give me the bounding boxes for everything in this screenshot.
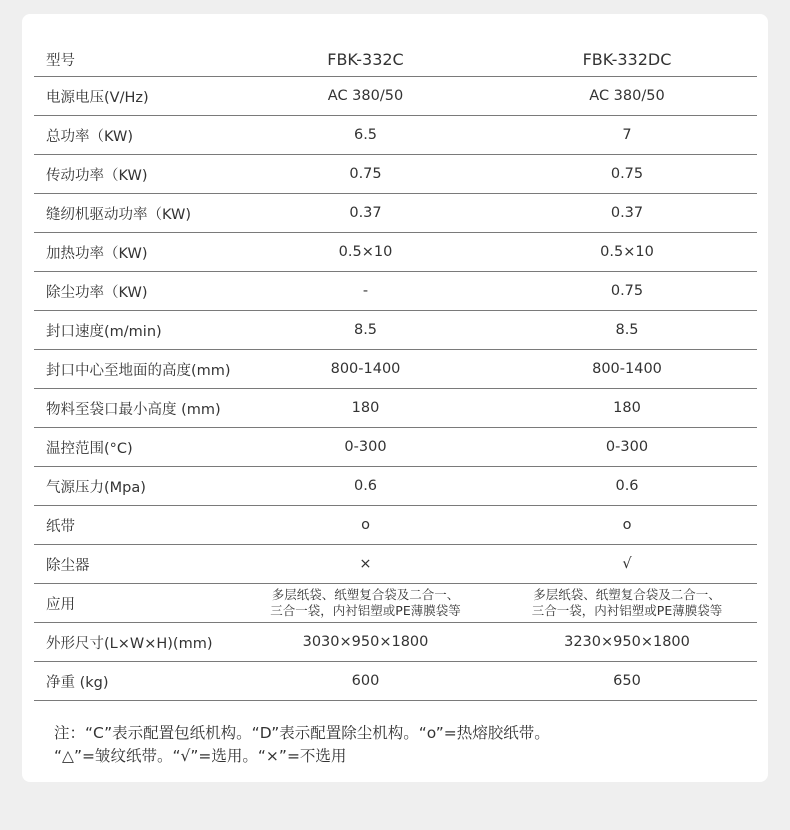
row-value: 8.5 [497,311,757,350]
row-label: 电源电压(V/Hz) [34,77,234,116]
table-row [34,272,757,311]
row-value: 0.75 [497,272,757,311]
row-value: 0.6 [497,467,757,506]
table-row-application [34,584,757,623]
footnote-line: “△”=皱纹纸带。“√”=选用。“×”=不选用 [54,747,347,765]
row-value: 800-1400 [234,350,497,389]
application-line: 多层纸袋、纸塑复合袋及二合一、 [533,587,721,602]
model-name: FBK-332C [234,42,497,77]
table-row [34,389,757,428]
row-label: 封口中心至地面的高度(mm) [34,350,234,389]
row-value: 0.37 [234,194,497,233]
row-value: 800-1400 [497,350,757,389]
application-line: 三合一袋，内衬铝塑或PE薄膜袋等 [270,603,461,618]
row-label: 除尘功率（KW) [34,272,234,311]
table-row [34,116,757,155]
row-value: √ [497,545,757,584]
row-value: AC 380/50 [234,77,497,116]
row-value: AC 380/50 [497,77,757,116]
spec-table [34,42,757,701]
row-label: 传动功率（KW) [34,155,234,194]
row-value: 8.5 [234,311,497,350]
row-label: 总功率（KW) [34,116,234,155]
row-value: 0.75 [234,155,497,194]
header-label: 型号 [34,42,234,77]
row-label: 纸带 [34,506,234,545]
row-value: 0.37 [497,194,757,233]
table-row [34,311,757,350]
row-value [497,584,757,623]
row-value: 600 [234,662,497,701]
table-row [34,467,757,506]
row-value: 3230×950×1800 [497,623,757,662]
table-row [34,233,757,272]
table-row [34,350,757,389]
row-label: 封口速度(m/min) [34,311,234,350]
table-row [34,428,757,467]
row-label: 应用 [34,584,234,623]
row-value: 3030×950×1800 [234,623,497,662]
row-value: 0.75 [497,155,757,194]
row-value: - [234,272,497,311]
row-value: o [497,506,757,545]
row-label: 净重 (kg) [34,662,234,701]
row-value: 7 [497,116,757,155]
row-label: 温控范围(°C) [34,428,234,467]
row-value: 650 [497,662,757,701]
row-value: 6.5 [234,116,497,155]
table-row [34,623,757,662]
table-row [34,77,757,116]
table-row [34,155,757,194]
table-row [34,506,757,545]
table-row [34,545,757,584]
row-value: 0.5×10 [497,233,757,272]
model-name: FBK-332DC [497,42,757,77]
table-row [34,194,757,233]
table-header-row [34,42,757,77]
row-value: o [234,506,497,545]
footnote [54,722,754,768]
row-label: 加热功率（KW) [34,233,234,272]
table-row [34,662,757,701]
application-line: 三合一袋，内衬铝塑或PE薄膜袋等 [531,603,723,618]
row-value: 180 [497,389,757,428]
row-value: 0-300 [497,428,757,467]
row-label: 缝纫机驱动功率（KW) [34,194,234,233]
application-line: 多层纸袋、纸塑复合袋及二合一、 [271,587,460,602]
row-value: 0-300 [234,428,497,467]
footnote-line: 注：“C”表示配置包纸机构。“D”表示配置除尘机构。“o”=热熔胶纸带。 [54,724,550,742]
row-value: 0.5×10 [234,233,497,272]
row-value [234,584,497,623]
row-value: 180 [234,389,497,428]
row-label: 除尘器 [34,545,234,584]
row-label: 气源压力(Mpa) [34,467,234,506]
spec-card [22,14,768,782]
row-value: 0.6 [234,467,497,506]
row-value: × [234,545,497,584]
row-label: 外形尺寸(L×W×H)(mm) [34,623,234,662]
row-label: 物料至袋口最小高度 (mm) [34,389,234,428]
